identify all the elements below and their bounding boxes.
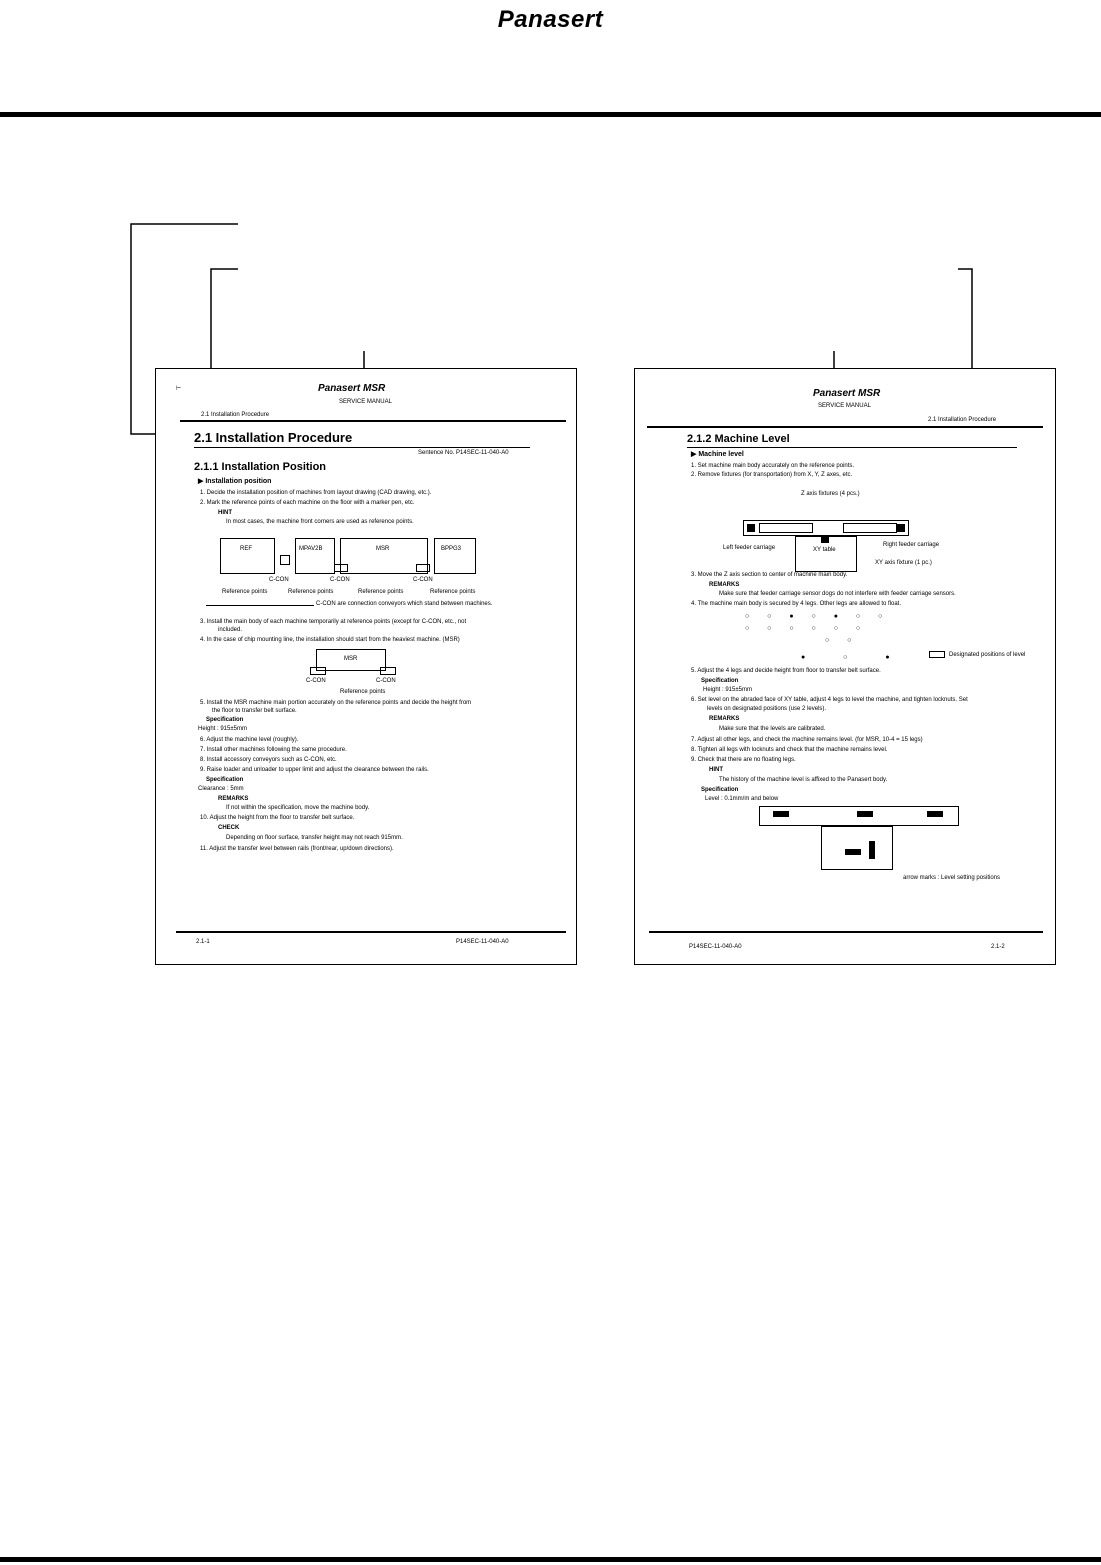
left-header-logo: Panasert MSR	[318, 383, 386, 394]
left-step: 4. In the case of chip mounting line, the installation should start from the heaviest machine. (MSR)	[200, 637, 460, 643]
ccon-label: C-CON	[376, 678, 396, 684]
level-mark	[773, 811, 789, 817]
level-mark	[857, 811, 873, 817]
ccon-note-leader	[206, 605, 314, 606]
ccon-label: C-CON	[269, 577, 289, 583]
left-step: 3. Install the main body of each machine temporarily at reference points (except for C-CON, etc., not	[200, 619, 467, 625]
right-step: 7. Adjust all other legs, and check the machine remains level. (for MSR, 10-4 = 15 legs)	[691, 737, 923, 743]
left-section-rule	[194, 447, 530, 448]
right-item-heading-text: Machine level	[698, 451, 744, 458]
remarks-label: REMARKS	[709, 716, 740, 722]
left-step: Depending on floor surface, transfer height may not reach 915mm.	[226, 835, 403, 841]
level-positions-label: arrow marks : Level setting positions	[903, 875, 1001, 881]
reference-points-label: Reference points	[222, 589, 268, 595]
ccon-box	[380, 667, 396, 675]
ccon-box	[416, 564, 430, 572]
xy-table-label: XY table	[813, 547, 836, 553]
fixture	[897, 524, 905, 532]
machine-label: MPAV2B	[299, 546, 323, 552]
right-header-rule	[647, 426, 1043, 428]
right-step: Make sure that feeder carriage sensor dogs do not interfere with feeder carriage sensors.	[719, 591, 956, 597]
machine-label: BPPG3	[441, 546, 462, 552]
left-header-rule	[180, 420, 566, 422]
specification-label: Specification	[701, 678, 739, 684]
machine-box-mpav2b	[295, 538, 335, 574]
left-step: 7. Install other machines following the same procedure.	[200, 747, 347, 753]
left-item-heading-text: Installation position	[205, 478, 272, 485]
left-step: 5. Install the MSR machine main portion accurately on the reference points and decide the height from	[200, 700, 472, 706]
fixture	[821, 535, 829, 543]
left-feeder-label: Left feeder carriage	[723, 545, 776, 551]
reference-points-label: Reference points	[340, 689, 386, 695]
legend-swatch	[929, 651, 945, 658]
left-step: the floor to transfer belt surface.	[212, 708, 297, 714]
level-mark	[845, 849, 861, 855]
specification-label: Specification	[701, 787, 739, 793]
right-subsection-title: 2.1.2 Machine Level	[687, 433, 790, 445]
left-header-sub: SERVICE MANUAL	[339, 399, 392, 405]
specification-label: Specification	[206, 717, 244, 723]
ccon-note: C-CON are connection conveyors which stand between machines.	[316, 601, 493, 607]
legend-label: Designated positions of level	[949, 652, 1026, 658]
sentence-number: Sentence No. P14SEC-11-040-A0	[418, 450, 509, 456]
leg-marks: ○ ○ ○ ○ ○ ○	[745, 625, 869, 632]
reference-points-label: Reference points	[430, 589, 476, 595]
left-step: 11. Adjust the transfer level between rails (front/rear, up/down directions).	[200, 846, 394, 852]
right-feeder-carriage	[843, 523, 897, 533]
level-table-outline	[821, 826, 893, 870]
footer-rule	[0, 1557, 1101, 1562]
machine-label: MSR	[376, 546, 390, 552]
right-section-rule	[687, 447, 1017, 448]
reference-points-label: Reference points	[358, 589, 404, 595]
right-step: Make sure that the levels are calibrated.	[719, 726, 826, 732]
left-step: 6. Adjust the machine level (roughly).	[200, 737, 299, 743]
small-box	[280, 555, 290, 565]
right-header-logo: Panasert MSR	[813, 388, 881, 399]
left-step: Height : 915±5mm	[198, 726, 247, 732]
ccon-box	[334, 564, 348, 572]
machine-box-bppg3	[434, 538, 476, 574]
remarks-label: REMARKS	[218, 796, 249, 802]
left-page	[155, 368, 577, 965]
right-page	[634, 368, 1056, 965]
left-subsection-title: 2.1.1 Installation Position	[194, 461, 327, 473]
left-page-mark: ⊢	[176, 386, 182, 392]
check-label: CHECK	[218, 825, 240, 831]
msr-label: MSR	[344, 656, 358, 662]
ccon-label: C-CON	[330, 577, 350, 583]
remarks-label: REMARKS	[709, 582, 740, 588]
leg-marks: ○ ○	[825, 637, 860, 644]
ccon-box	[310, 667, 326, 675]
right-breadcrumb: 2.1 Installation Procedure	[928, 417, 997, 423]
hint-label: HINT	[709, 767, 723, 773]
right-step: 6. Set level on the abraded face of XY table, adjust 4 legs to level the machine, and tighten locknuts. Set	[691, 697, 968, 703]
right-step: levels on designated positions (use 2 levels).	[707, 706, 827, 712]
left-footer-rule	[176, 931, 566, 933]
left-step: included.	[218, 627, 243, 633]
machine-label: REF	[240, 546, 252, 552]
right-footer-code: P14SEC-11-040-A0	[689, 944, 742, 950]
ccon-label: C-CON	[306, 678, 326, 684]
right-step: Level : 0.1mm/m and below	[705, 796, 779, 802]
leg-marks: ○ ○ ● ○ ● ○ ○	[745, 613, 891, 620]
right-footer-rule	[649, 931, 1043, 933]
machine-box-ref	[220, 538, 275, 574]
right-step: 9. Check that there are no floating legs.	[691, 757, 796, 763]
right-footer-page: 2.1-2	[991, 944, 1005, 950]
level-mark	[869, 841, 875, 859]
fixture	[747, 524, 755, 532]
left-step: 1. Decide the installation position of machines from layout drawing (CAD drawing, etc.).	[200, 490, 432, 496]
ccon-label: C-CON	[413, 577, 433, 583]
left-feeder-carriage	[759, 523, 813, 533]
right-item-heading: ▶ Machine level	[691, 451, 744, 458]
specification-label: Specification	[206, 777, 244, 783]
hint-label: HINT	[218, 510, 232, 516]
machine-box-msr	[340, 538, 428, 574]
right-step: 1. Set machine main body accurately on the reference points.	[691, 463, 855, 469]
left-step: Clearance : 5mm	[198, 786, 244, 792]
z-axis-fixtures-label: Z axis fixtures (4 pcs.)	[801, 491, 860, 497]
leg-marks: ● ○ ●	[801, 654, 908, 661]
left-step: 10. Adjust the height from the floor to transfer belt surface.	[200, 815, 355, 821]
brand-logo: Panasert	[497, 6, 604, 33]
right-step: Height : 915±5mm	[703, 687, 752, 693]
right-step: 5. Adjust the 4 legs and decide height from floor to transfer belt surface.	[691, 668, 881, 674]
right-step: 8. Tighten all legs with locknuts and check that the machine remains level.	[691, 747, 888, 753]
left-breadcrumb: 2.1 Installation Procedure	[201, 412, 270, 418]
left-step: 2. Mark the reference points of each machine on the floor with a marker pen, etc.	[200, 500, 415, 506]
reference-points-label: Reference points	[288, 589, 334, 595]
right-step: 3. Move the Z axis section to center of machine main body.	[691, 572, 848, 578]
left-item-heading: ▶ Installation position	[198, 478, 272, 485]
right-header-sub: SERVICE MANUAL	[818, 403, 871, 409]
left-section-title: 2.1 Installation Procedure	[194, 430, 353, 445]
level-mark	[927, 811, 943, 817]
right-step: 2. Remove fixtures (for transportation) from X, Y, Z axes, etc.	[691, 472, 853, 478]
right-step: 4. The machine main body is secured by 4 legs. Other legs are allowed to float.	[691, 601, 902, 607]
left-step: In most cases, the machine front corners are used as reference points.	[226, 519, 414, 525]
right-step: The history of the machine level is affixed to the Panasert body.	[719, 777, 888, 783]
left-footer-page: 2.1-1	[196, 939, 210, 945]
left-footer-code: P14SEC-11-040-A0	[456, 939, 509, 945]
left-step: 8. Install accessory conveyors such as C-CON, etc.	[200, 757, 337, 763]
left-step: If not within the specification, move the machine body.	[226, 805, 370, 811]
xy-axis-fixture-label: XY axis fixture (1 pc.)	[875, 560, 932, 566]
right-feeder-label: Right feeder carriage	[883, 542, 940, 548]
left-step: 9. Raise loader and unloader to upper limit and adjust the clearance between the rails.	[200, 767, 429, 773]
